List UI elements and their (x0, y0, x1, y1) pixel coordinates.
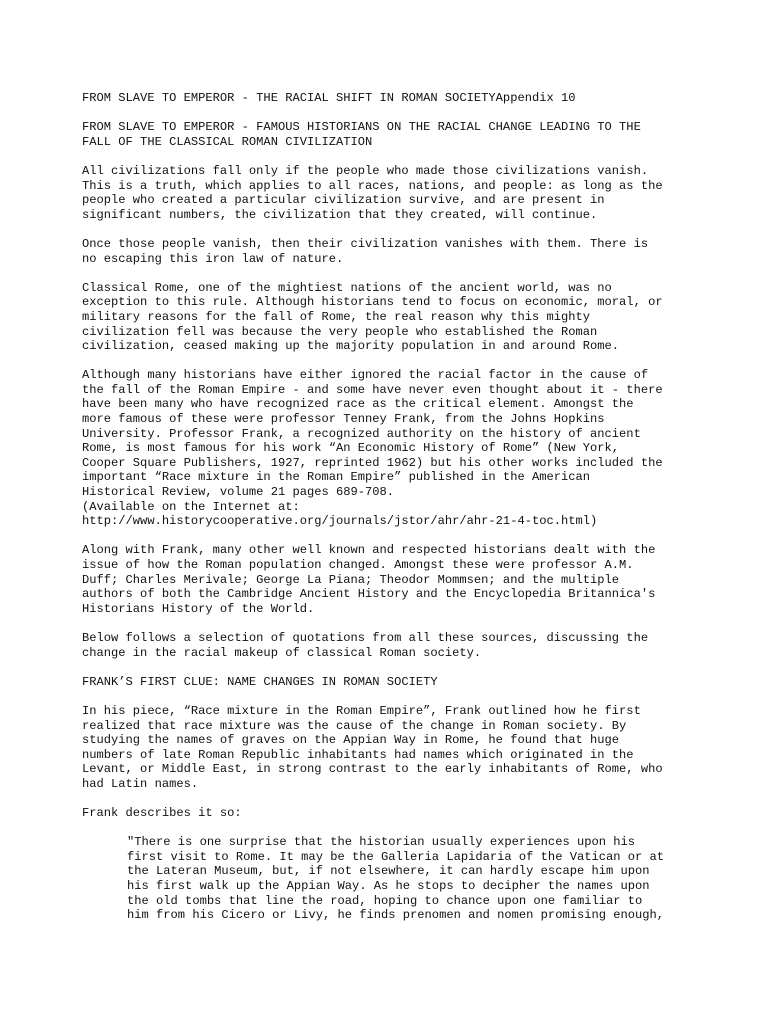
paragraph-frank-describes: Frank describes it so: (82, 806, 242, 821)
paragraph-classical-rome: Classical Rome, one of the mightiest nations of the ancient world, was no exception to this rule. Although historians tend to focus on economic, moral, or military reasons for the fall of Rome, the real reason why this mighty civilization fell was because the very people who established the Roman civilization, ceased making up the majority population in and around Rome. (82, 280, 663, 354)
document-page (82, 91, 712, 923)
paragraph-civilizations-fall: All civilizations fall only if the people who made those civilizations vanish. This is a truth, which applies to all races, nations, and people: as long as the people who created a particular civilization survive, and are present in significant numbers, the civilization that they created, will continue. (82, 163, 663, 222)
paragraph-other-historians: Along with Frank, many other well known and respected historians dealt with the issue of how the Roman population changed. Amongst these were professor A.M. Duff; Charles Merivale; George La Piana; Theodor Mommsen; and the multiple authors of both the Cambridge Ancient History and the Encyclopedia Britannica's Historians History of the World. (82, 543, 656, 616)
paragraph-iron-law: Once those people vanish, then their civilization vanishes with them. There is no escaping this iron law of nature. (82, 236, 649, 266)
document-subtitle: FROM SLAVE TO EMPEROR - FAMOUS HISTORIANS ON THE RACIAL CHANGE LEADING TO THE FALL OF THE CLASSICAL ROMAN CIVILIZATION (82, 120, 641, 149)
document-header-title: FROM SLAVE TO EMPEROR - THE RACIAL SHIFT IN ROMAN SOCIETYAppendix 10 (82, 91, 576, 105)
section-heading: FRANK’S FIRST CLUE: NAME CHANGES IN ROMAN SOCIETY (82, 674, 438, 689)
paragraph-quotations-intro: Below follows a selection of quotations from all these sources, discussing the change in the racial makeup of classical Roman society. (82, 630, 649, 660)
paragraph-name-changes: In his piece, “Race mixture in the Roman Empire”, Frank outlined how he first realized that race mixture was the cause of the change in Roman society. By studying the names of graves on the Appian Way in Rome, he found that huge numbers of late Roman Republic inhabitants had names which originated in the Levant, or Middle East, in strong contrast to the early inhabitants of Rome, who had Latin names. (82, 703, 663, 791)
block-quote: "There is one surprise that the historian usually experiences upon his first visit to Rome. It may be the Galleria Lapidaria of the Vatican or at the Lateran Museum, but, if not elsewhere, it can hardly escape him upon his first walk up the Appian Way. As he stops to decipher the names upon the old tombs that line the road, hoping to chance upon one familiar to him from his Cicero or Livy, he finds prenomen and nomen promising enough, (127, 835, 665, 923)
paragraph-historians-race: Although many historians have either ignored the racial factor in the cause of the fall of the Roman Empire - and some have never even thought about it - there have been many who have recognized race as the critical element. Amongst the more famous of these were professor Tenney Frank, from the Johns Hopkins University. Professor Frank, a recognized authority on the history of ancient Rome, is most famous for his work “An Economic History of Rome” (New York, Cooper Square Publishers, 1927, reprinted 1962) but his other works included the important “Race mixture in the Roman Empire” published in the American Historical Review, volume 21 pages 689-708. (Available on the Internet at: http://www.historycooperative.org/journals/jstor/ahr/ahr-21-4-toc.html) (82, 368, 663, 529)
